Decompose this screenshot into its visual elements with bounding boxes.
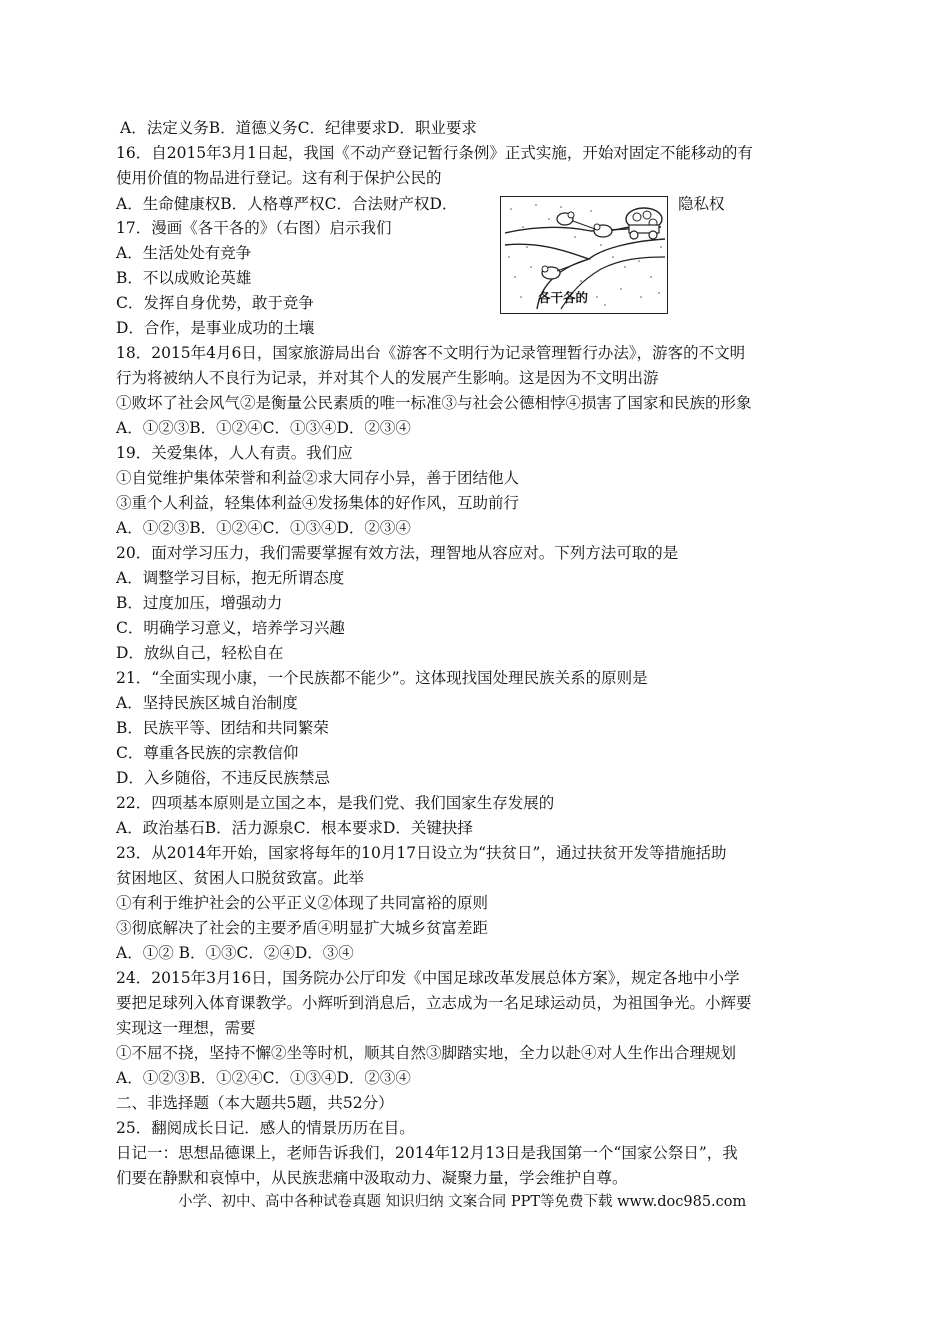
q25-diary-1-line-1: 日记一：思想品德课上，老师告诉我们，2014年12月13日是我国第一个“国家公祭日”，我 [116,1144,738,1162]
q24-stem-2: 要把足球列入体育课教学。小辉听到消息后，立志成为一名足球运动员，为祖国争光。小辉要 [116,994,752,1012]
q21-option-d: D．入乡随俗，不违反民族禁忌 [116,769,330,787]
q19-statements-2: ③重个人利益，轻集体利益④发扬集体的好作风，互助前行 [116,494,520,512]
q20-stem: 20．面对学习压力，我们需要掌握有效方法，理智地从容应对。下列方法可取的是 [116,544,679,562]
q17-option-a: A．生活处处有竞争 [116,244,252,262]
q18-stem-2: 行为将被纳人不良行为记录，并对其个人的发展产生影响。这是因为不文明出游 [116,369,659,387]
q25-diary-1-line-2: 们要在静默和哀悼中，从民族悲痛中汲取动力、凝聚力量，学会维护自尊。 [116,1169,628,1187]
q21-option-b: B．民族平等、团结和共同繁荣 [116,719,329,737]
q20-option-a: A．调整学习目标，抱无所谓态度 [116,569,345,587]
q19-options: A．①②③B．①②④C．①③④D．②③④ [116,519,411,537]
q17-option-c: C．发挥自身优势，敢于竞争 [116,294,314,312]
q23-statements-1: ①有利于维护社会的公平正义②体现了共同富裕的原则 [116,894,489,912]
q17-stem: 17．漫画《各干各的》（右图）启示我们 [116,219,392,237]
q19-stem: 19．关爱集体，人人有责。我们应 [116,444,353,462]
q21-option-c: C．尊重各民族的宗教信仰 [116,744,299,762]
q16-stem-2: 使用价值的物品进行登记。这有利于保护公民的 [116,169,442,187]
q17-option-b: B．不以成败论英雄 [116,269,252,287]
q24-stem-3: 实现这一理想，需要 [116,1019,256,1037]
q15-options: A．法定义务B．道德义务C．纪律要求D．职业要求 [120,119,477,137]
q23-statements-2: ③彻底解决了社会的主要矛盾④明显扩大城乡贫富差距 [116,919,489,937]
q20-option-d: D．放纵自己，轻松自在 [116,644,284,662]
page-footer: 小学、初中、高中各种试卷真题 知识归纳 文案合同 PPT等免费下载 www.doc985.com [178,1194,747,1210]
q22-options: A．政治基石B．活力源泉C．根本要求D．关键抉择 [116,819,473,837]
q19-statements-1: ①自觉维护集体荣誉和利益②求大同存小异，善于团结他人 [116,469,520,487]
q22-stem: 22．四项基本原则是立国之本，是我们党、我们国家生存发展的 [116,794,555,812]
cartoon-caption: 各干各的 [538,290,589,305]
q16-stem-1: 16．自2015年3月1日起，我国《不动产登记暂行条例》正式实施，开始对固定不能移动的有 [116,144,753,162]
q21-stem: 21．“全面实现小康，一个民族都不能少”。这体现找国处理民族关系的原则是 [116,669,648,687]
q20-option-b: B．过度加压，增强动力 [116,594,283,612]
q16-options: A．生命健康权B．人格尊严权C．合法财产权D． [116,195,458,213]
q23-options: A．①② B．①③C．②④D．③④ [116,944,354,962]
q23-stem-2: 贫困地区、贫困人口脱贫致富。此举 [116,869,365,887]
q16-option-d-tail: 隐私权 [678,195,725,213]
q23-stem-1: 23．从2014年开始，国家将每年的10月17日设立为“扶贫日”，通过扶贫开发等措施括助 [116,844,727,862]
q18-stem-1: 18．2015年4月6日，国家旅游局出台《游客不文明行为记录管理暂行办法》，游客的不文明 [116,344,746,362]
q24-statements: ①不屈不挠，坚持不懈②坐等时机，顺其自然③脚踏实地，全力以赴④对人生作出合理规划 [116,1044,737,1062]
section-two-heading: 二、非选择题（本大题共5题，共52分） [116,1094,394,1112]
q21-option-a: A．坚持民族区城自治制度 [116,694,298,712]
q17-option-d: D．合作，是事业成功的土壤 [116,319,315,337]
q20-option-c: C．明确学习意义，培养学习兴趣 [116,619,345,637]
q25-stem: 25．翻阅成长日记．感人的情景历历在目。 [116,1119,415,1137]
q18-statements: ①败坏了社会风气②是衡量公民素质的唯一标准③与社会公德相悖④损害了国家和民族的形象 [116,394,752,412]
q18-options: A．①②③B．①②④C．①③④D．②③④ [116,419,411,437]
q24-stem-1: 24．2015年3月16日，国务院办公厅印发《中国足球改革发展总体方案》，规定各地中小学 [116,969,740,987]
q24-options: A．①②③B．①②④C．①③④D．②③④ [116,1069,411,1087]
